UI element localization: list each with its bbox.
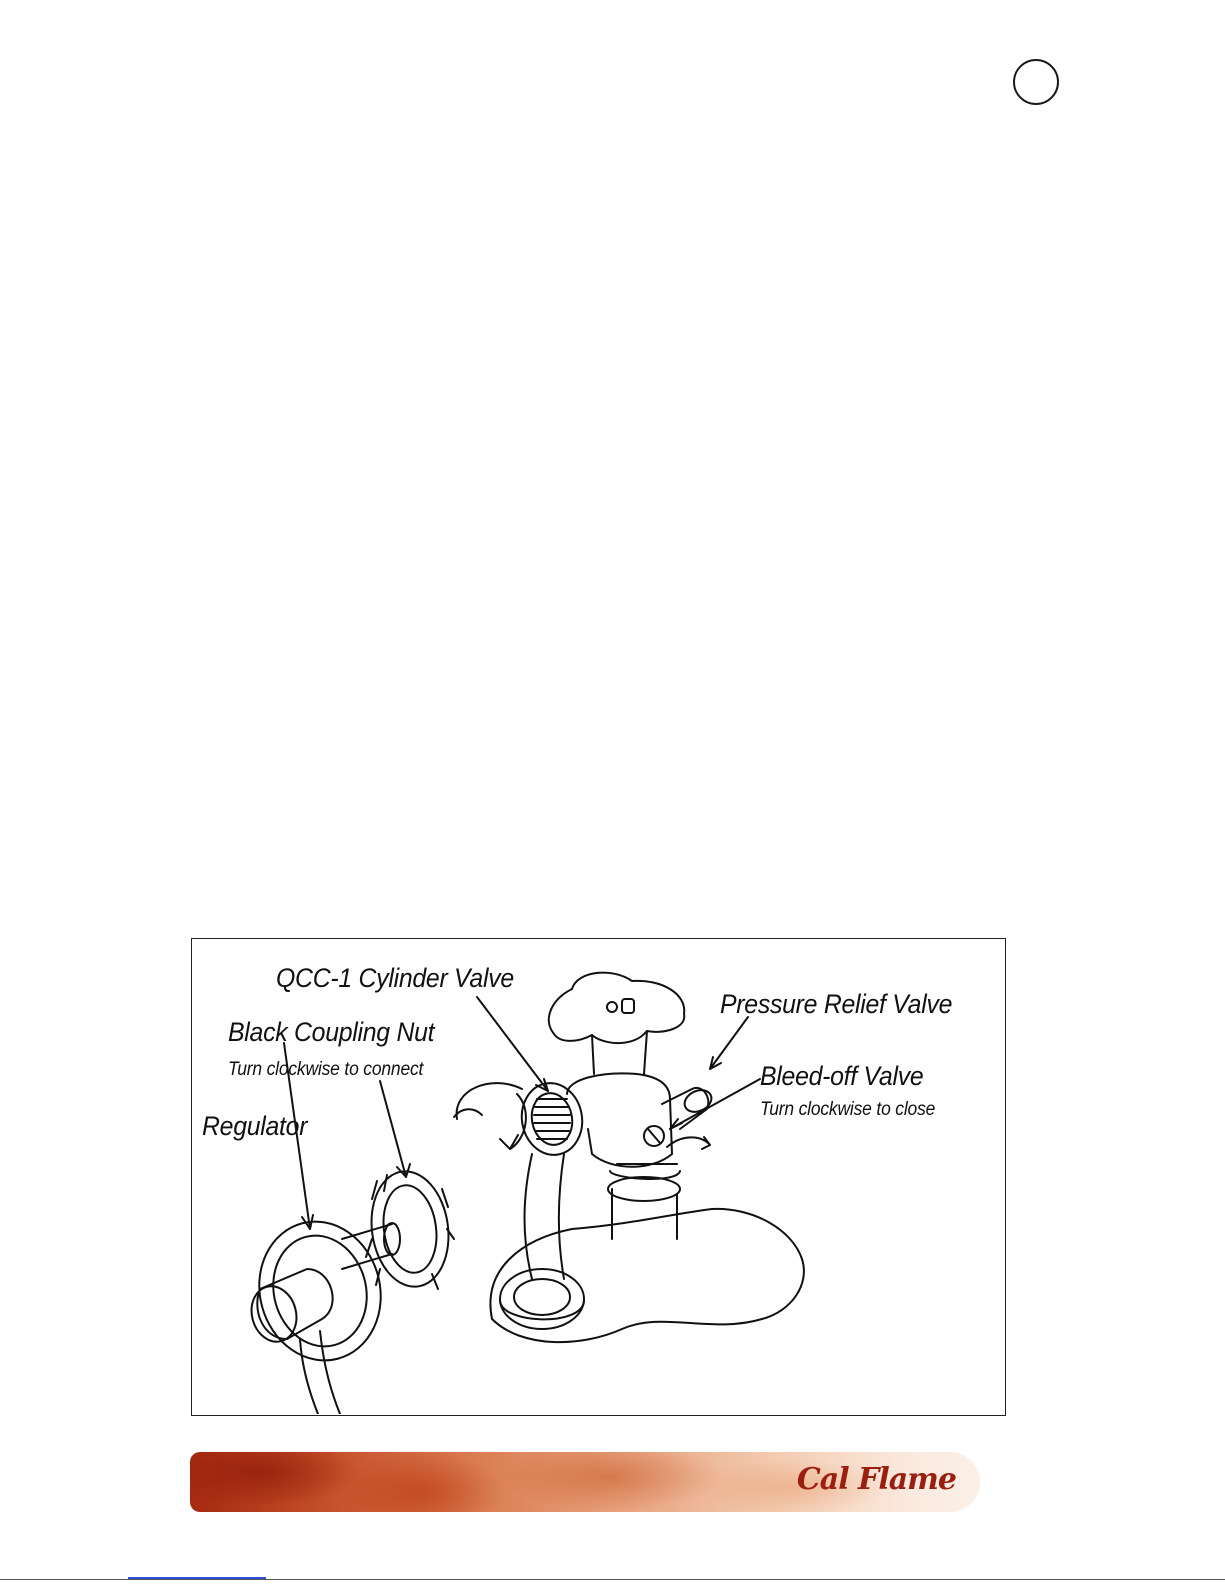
- label-bleed-off-valve: Bleed-off Valve: [760, 1061, 924, 1091]
- leader-coupling-nut: [380, 1081, 406, 1177]
- bottom-rule: [0, 1579, 1225, 1580]
- threaded-outlet: [516, 1078, 588, 1159]
- regulator-body: [244, 1208, 396, 1374]
- label-cylinder-valve: QCC-1 Cylinder Valve: [276, 963, 514, 993]
- tank-surface: [490, 1209, 803, 1342]
- valve-diagram-figure: [191, 938, 1006, 1416]
- bottom-link-underline: [128, 1577, 266, 1579]
- leader-pressure-relief: [710, 1017, 748, 1069]
- valve-neck: [612, 1189, 677, 1239]
- leader-cylinder-valve: [477, 997, 548, 1091]
- footer-flame-banner: [190, 1452, 980, 1512]
- page-marker-circle: [1013, 59, 1059, 105]
- dust-cap-strap: [525, 1154, 565, 1279]
- hose: [300, 1331, 340, 1414]
- label-pressure-relief-valve: Pressure Relief Valve: [720, 989, 953, 1019]
- cal-flame-logo: Cal Flame: [796, 1462, 956, 1497]
- label-black-coupling-nut: Black Coupling Nut: [228, 1017, 435, 1047]
- leader-bleed-off: [670, 1079, 760, 1129]
- note-bleed-off-valve: Turn clockwise to close: [760, 1099, 936, 1120]
- note-coupling-nut: Turn clockwise to connect: [228, 1059, 424, 1080]
- label-regulator: Regulator: [202, 1111, 308, 1141]
